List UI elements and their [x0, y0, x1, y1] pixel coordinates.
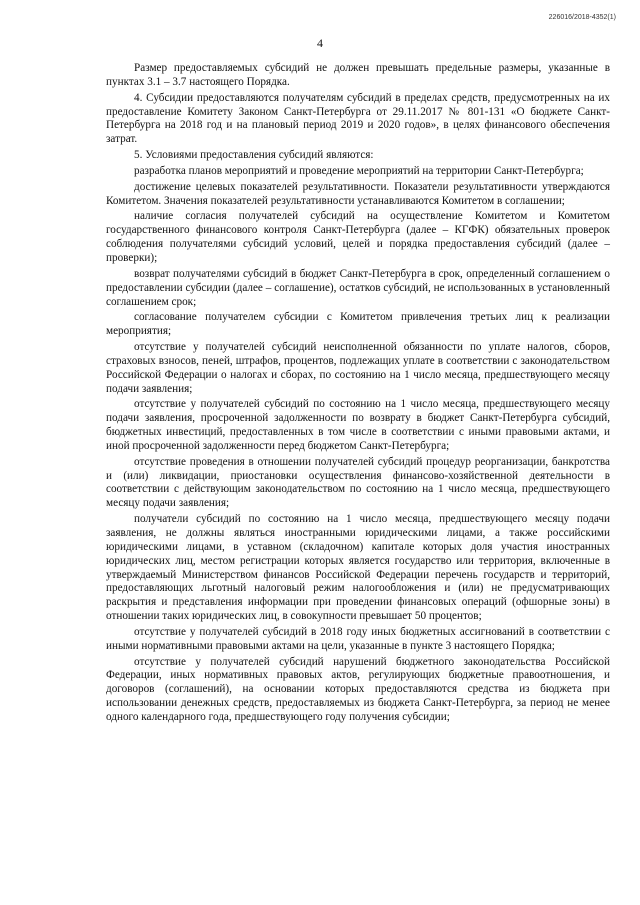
paragraph-4: 4. Субсидии предоставляются получателям субсидий в пределах средств, предусмотренных на их предоставление Комитету Законом Санкт-Петербурга от 29.11.2017 № 801-131 «О бюджете Санкт-Петербурга на 2018 год и на плановый период 2019 и 2020 годов», в целях финансового обеспечения затрат.	[106, 91, 610, 146]
condition-consent-checks: наличие согласия получателей субсидий на осуществление Комитетом и Комитетом государственного финансового контроля Санкт-Петербурга (далее – КГФК) обязательных проверок соблюдения получателями субсидий условий, целей и порядка предоставления субсидий (далее – проверки);	[106, 210, 610, 264]
condition-no-tax-debt: отсутствие у получателей субсидий неисполненной обязанности по уплате налогов, сборов, страховых взносов, пеней, штрафов, процентов, подлежащих уплате в соответствии с законодательством Российской Федерации о налогах и сборах, по состоянию на 1 число месяца, предшествующего месяцу подачи заявления;	[106, 341, 610, 395]
condition-no-violations: отсутствие у получателей субсидий нарушений бюджетного законодательства Российской Федерации, иных нормативных правовых актов, регулирующих бюджетные правоотношения, и договоров (соглашений), на основании которых предоставляются средства из бюджета при использовании денежных средств, предоставляемых из бюджета Санкт-Петербурга, за период не менее одного календарного года, предшествующего году получения субсидии;	[106, 655, 610, 723]
paragraph-5: 5. Условиями предоставления субсидий являются:	[134, 149, 374, 162]
condition-return-remainders: возврат получателями субсидий в бюджет Санкт-Петербурга в срок, определенный соглашением о предоставлении субсидии (далее – соглашение), остатков субсидий, не использованных в установленный соглашением срок;	[106, 267, 610, 308]
condition-no-budget-debt: отсутствие у получателей субсидий по состоянию на 1 число месяца, предшествующего месяцу подачи заявления, просроченной задолженности по возврату в бюджет Санкт-Петербурга субсидий, бюджетных инвестиций, предоставленных в том числе в соответствии с иными правовыми актами, и иной просроченной задолженности перед бюджетом Санкт-Петербурга;	[106, 398, 610, 452]
condition-no-other-allocations: отсутствие у получателей субсидий в 2018 году иных бюджетных ассигнований в соответствии с иными нормативными правовыми актами на цели, указанные в пункте 3 настоящего Порядка;	[106, 625, 610, 652]
condition-indicators: достижение целевых показателей результативности. Показатели результативности утверждаются Комитетом. Значения показателей результативности устанавливаются Комитетом в соглашении;	[106, 180, 610, 207]
condition-no-bankruptcy: отсутствие проведения в отношении получателей субсидий процедур реорганизации, банкротства и (или) ликвидации, приостановки осуществления финансово-хозяйственной деятельности в соответствии с действующим законодательством по состоянию на 1 число месяца, предшествующего месяцу подачи заявления;	[106, 455, 610, 510]
condition-not-foreign: получатели субсидий по состоянию на 1 число месяца, предшествующего месяцу подачи заявления, не должны являться иностранными юридическими лицами, а также российскими юридическими лицами, в уставном (складочном) капитале которых доля участия иностранных юридических лиц, местом регистрации которых является государство или территория, включенные в утверждаемый Министерством финансов Российской Федерации перечень государств и территорий, предоставляющих льготный налоговый режим налогообложения и (или) не предусматривающих раскрытия и представления информации при проведении финансовых операций (офшорные зоны) в отношении таких юридических лиц, в совокупности превышает 50 процентов;	[106, 513, 610, 623]
page-number: 4	[317, 36, 323, 50]
condition-plans: разработка планов мероприятий и проведение мероприятий на территории Санкт-Петербурга;	[134, 164, 584, 177]
condition-third-parties: согласование получателем субсидии с Комитетом привлечения третьих лиц к реализации мероприятия;	[106, 311, 610, 338]
document-number: 226016/2018-4352(1)	[548, 14, 616, 21]
paragraph-subsidy-limit: Размер предоставляемых субсидий не должен превышать предельные размеры, указанные в пунктах 3.1 – 3.7 настоящего Порядка.	[106, 62, 610, 88]
document-body	[106, 62, 610, 727]
